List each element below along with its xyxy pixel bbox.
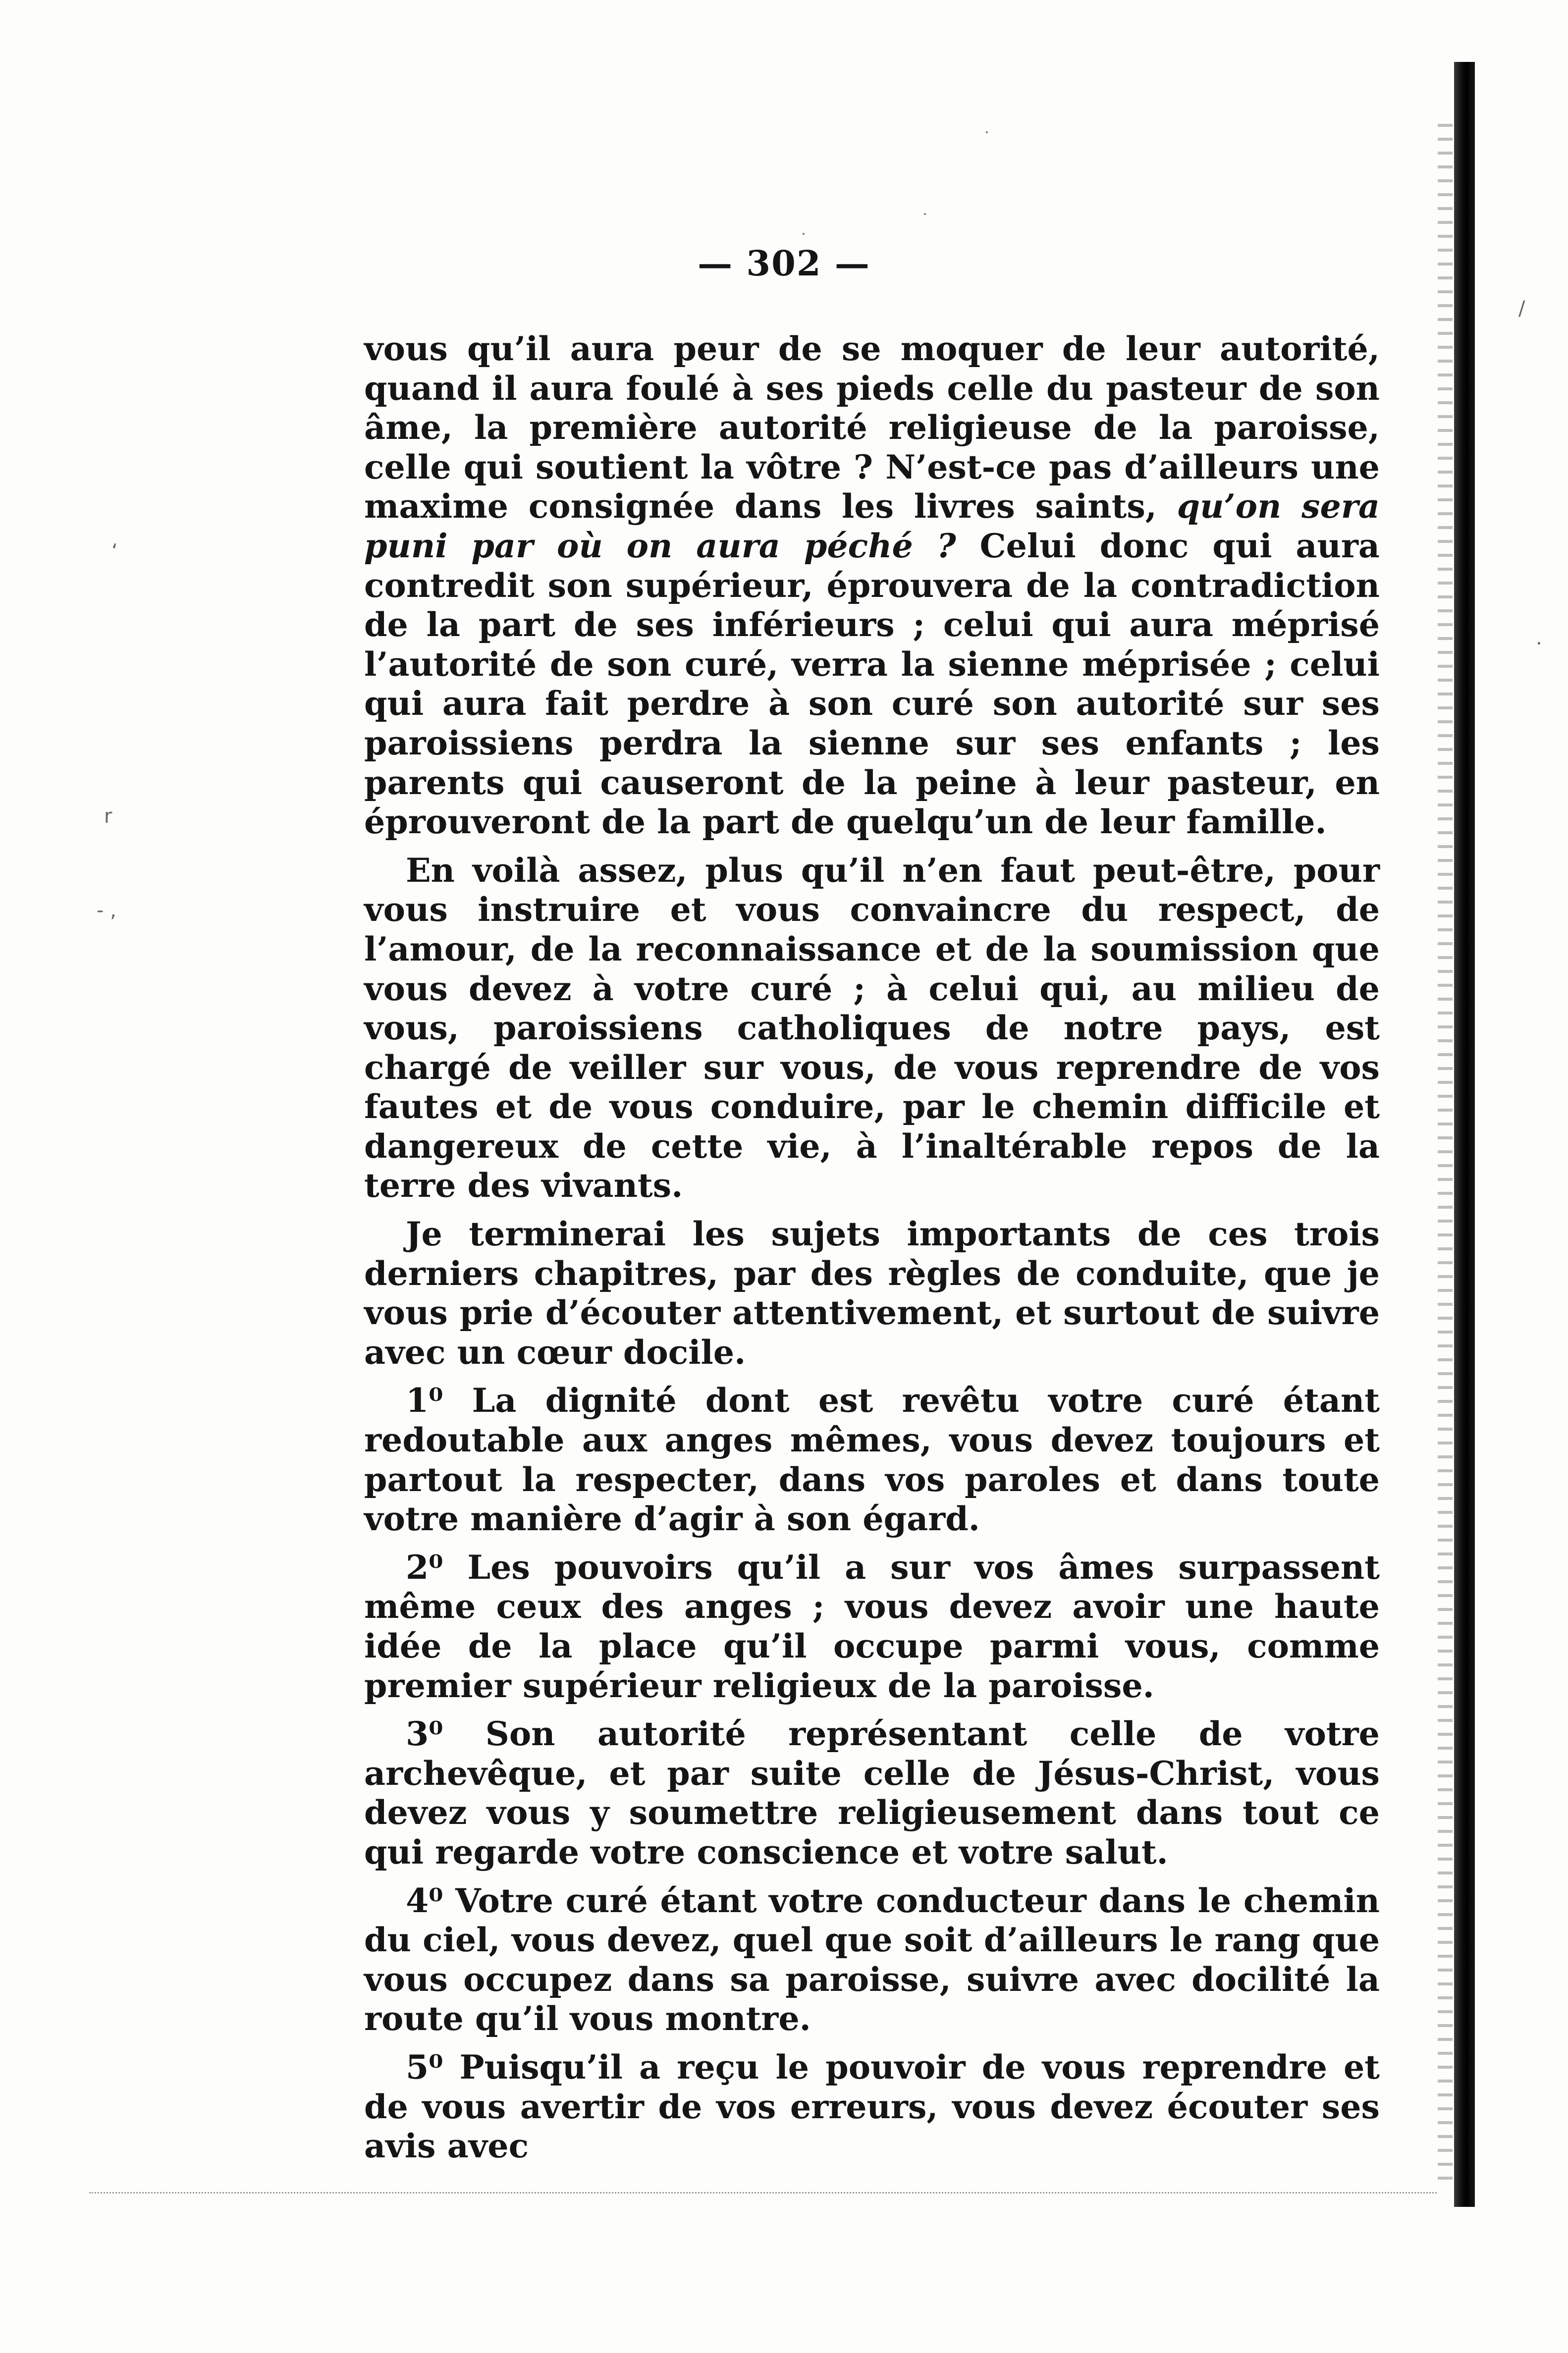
page-gutter-shadow: [1438, 124, 1453, 2180]
page-bottom-rule: [89, 2192, 1437, 2193]
ink-speck: [803, 233, 805, 235]
ink-speck: [986, 131, 988, 133]
binding-spine: [1454, 62, 1475, 2207]
rule-1: 1⁰ La dignité dont est revêtu votre curé étant redoutable aux anges mêmes, vous devez toujours et partout la respecter, dans vos paroles et dans toute votre manière d’agir à son égard.: [364, 1381, 1380, 1539]
ink-speck: [924, 213, 926, 215]
body-text: [364, 329, 1380, 2175]
rule-4: 4⁰ Votre curé étant votre conducteur dans le chemin du ciel, vous devez, quel que soit d’ailleurs le rang que vous occupez dans sa paroisse, suivre avec docilité la route qu’il vous montre.: [364, 1881, 1380, 2038]
paragraph-1: [364, 329, 1380, 842]
margin-mark: /: [1518, 297, 1525, 320]
rule-5: 5⁰ Puisqu’il a reçu le pouvoir de vous reprendre et de vous avertir de vos erreurs, vous devez écouter ses avis avec: [364, 2047, 1380, 2166]
paragraph-2: En voilà assez, plus qu’il n’en faut peut-être, pour vous instruire et vous convaincre du respect, de l’amour, de la reconnaissance et de la soumission que vous devez à votre curé ; à celui qui, au milieu de vous, paroissiens catholiques de notre pays, est chargé de veiller sur vous, de vous reprendre de vos fautes et de vous conduire, par le chemin difficile et dangereux de cette vie, à l’inaltérable repos de la terre des vivants.: [364, 851, 1380, 1205]
paragraph-1-rest: Celui donc qui aura contredit son supérieur, éprouvera de la contradiction de la part de ses inférieurs ; celui qui aura méprisé l’autorité de son curé, verra la sienne méprisée ; celui qui aura fait perdre à son curé son autorité sur ses paroissiens perdra la sienne sur ses enfants ; les parents qui causeront de la peine à leur pasteur, en éprouveront de la part de quelqu’un de leur famille.: [364, 526, 1380, 842]
margin-mark: ‘: [111, 540, 118, 563]
paragraph-3: Je terminerai les sujets importants de ces trois derniers chapitres, par des règles de conduite, que je vous prie d’écouter attentivement, et surtout de suivre avec un cœur docile.: [364, 1215, 1380, 1372]
margin-mark: .: [1536, 627, 1542, 649]
paragraph-1-text: vous qu’il aura peur de se moquer de leur autorité, quand il aura foulé à ses pieds celle du pasteur de son âme, la première autorité religieuse de la paroisse, celle qui soutient la vôtre ? N’est-ce pas d’ailleurs une maxime consignée dans les livres saints,: [364, 329, 1380, 526]
margin-mark: - ,: [97, 899, 116, 922]
margin-mark: r: [104, 805, 112, 828]
rule-2: 2⁰ Les pouvoirs qu’il a sur vos âmes surpassent même ceux des anges ; vous devez avoir une haute idée de la place qu’il occupe parmi vous, comme premier supérieur religieux de la paroisse.: [364, 1548, 1380, 1705]
page-number: — 302 —: [698, 243, 870, 284]
rule-3: 3⁰ Son autorité représentant celle de votre archevêque, et par suite celle de Jésus-Christ, vous devez vous y soumettre religieusement dans tout ce qui regarde votre conscience et votre salut.: [364, 1714, 1380, 1872]
paragraph-1-quote: qu’on sera puni par où on aura péché ?: [364, 487, 1380, 565]
